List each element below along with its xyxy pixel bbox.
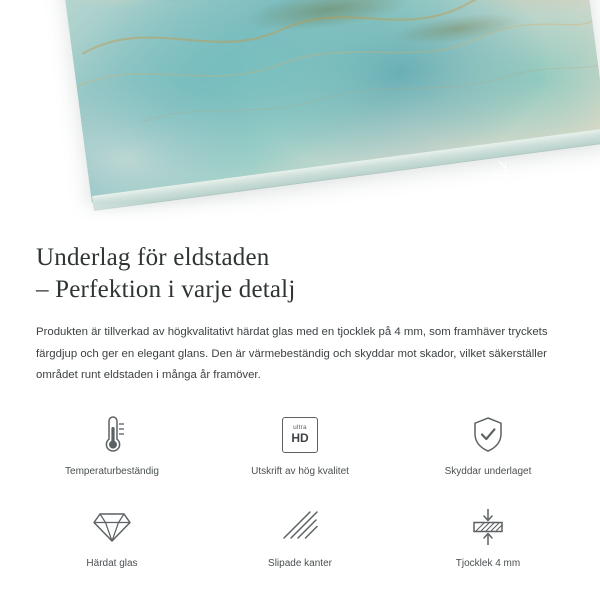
page-title: [36, 242, 564, 306]
feature-item-temperature: [18, 413, 206, 499]
polished-edges-icon: [280, 505, 320, 549]
feature-label: Temperaturbeständig: [65, 465, 159, 477]
description-paragraph: Produkten är tillverkad av högkvalitativt härdat glas med en tjocklek på 4 mm, som framhäver tryckets färgdjup och ger en elegant glans. Den är värmebeständig och skyddar mot skador, vilket säkerställer området runt eldstaden i många år framöver.: [36, 326, 548, 381]
feature-label: Tjocklek 4 mm: [455, 557, 521, 569]
hero-image-inner: [0, 0, 600, 228]
ultra-hd-icon: [282, 413, 318, 457]
thickness-4mm-icon: [468, 505, 508, 549]
shield-check-icon: [471, 413, 505, 457]
feature-label: Härdat glas: [86, 557, 138, 569]
diamond-icon: [92, 505, 132, 549]
title-line-2: – Perfektion i varje detalj: [36, 276, 296, 303]
feature-item-tempered-glass: [18, 505, 206, 591]
ultra-hd-small-text: ultra: [293, 423, 307, 431]
feature-item-thickness: [394, 505, 582, 591]
hero-image: [0, 0, 600, 228]
feature-item-polished-edges: [206, 505, 394, 591]
ultra-hd-big-text: HD: [291, 431, 309, 446]
feature-label: Skyddar underlaget: [444, 465, 532, 477]
feature-label: Utskrift av hög kvalitet: [251, 465, 349, 477]
hero-bottom-fade: [0, 202, 600, 228]
thermometer-icon: [95, 413, 129, 457]
feature-label: Slipade kanter: [268, 557, 332, 569]
feature-item-print-quality: [206, 413, 394, 499]
text-content: [0, 228, 600, 387]
feature-grid: [0, 413, 600, 591]
title-line-1: Underlag för eldstaden: [36, 244, 270, 271]
feature-item-protection: [394, 413, 582, 499]
